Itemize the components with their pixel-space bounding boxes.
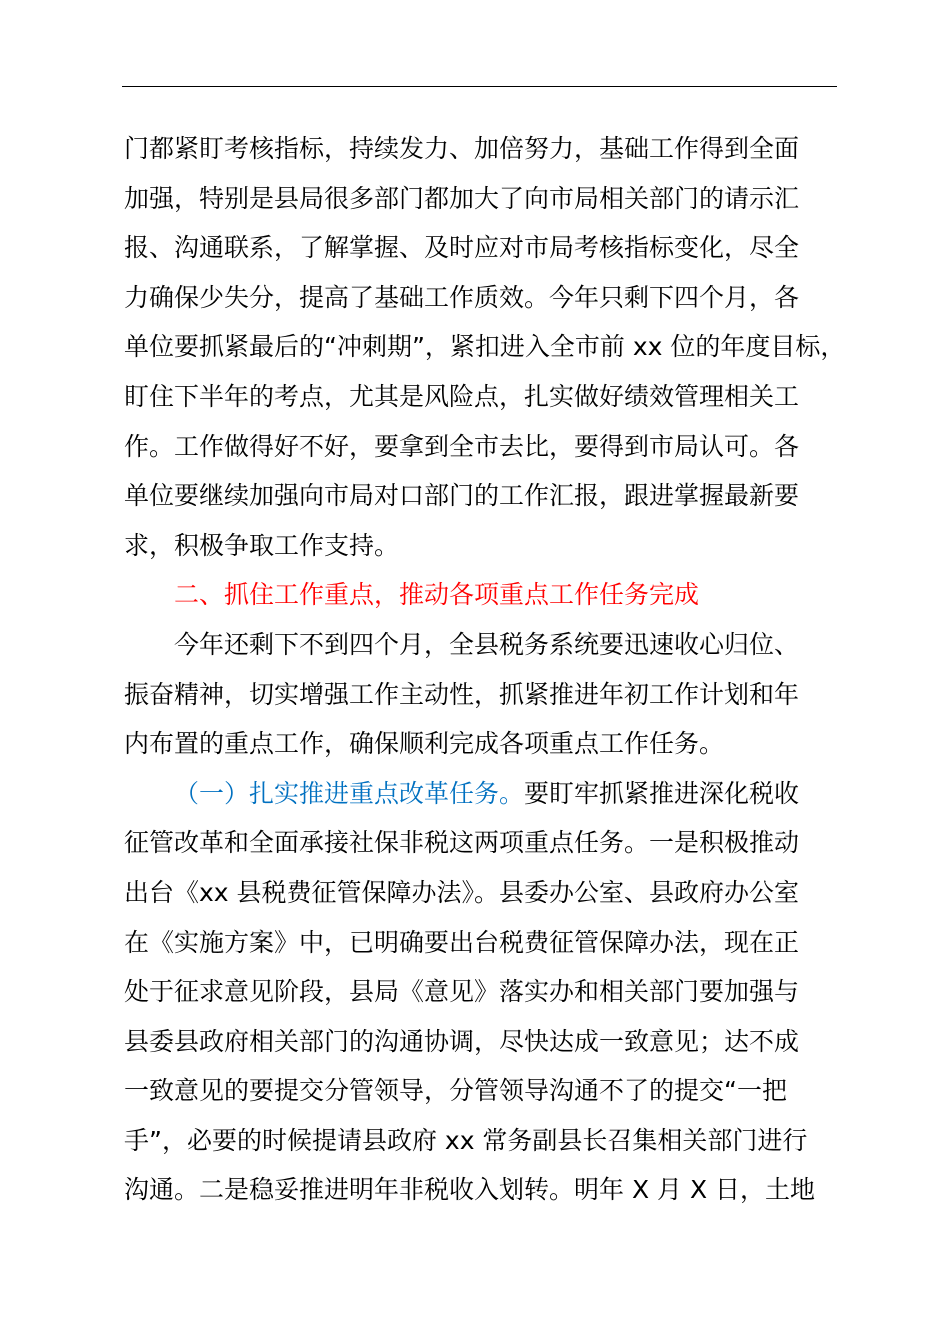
text-line: 征管改革和全面承接社保非税这两项重点任务。一是积极推动: [124, 828, 800, 858]
text-line: 内布置的重点工作，确保顺利完成各项重点工作任务。: [124, 729, 725, 759]
text-line: 力确保少失分，提高了基础工作质效。今年只剩下四个月，各: [124, 282, 800, 312]
text-line: 在《实施方案》中，已明确要出台税费征管保障办法，现在正: [124, 927, 800, 957]
text-line: 单位要抓紧最后的“冲刺期”，紧扣进入全市前 xx 位的年度目标，: [124, 332, 846, 362]
text-line: 门都紧盯考核指标，持续发力、加倍努力，基础工作得到全面: [124, 134, 800, 163]
text-line: 县委县政府相关部门的沟通协调，尽快达成一致意见；达不成: [124, 1026, 800, 1056]
section-heading-2: [124, 570, 848, 620]
text-line: 沟通。二是稳妥推进明年非税收入划转。明年 X 月 X 日，土地: [124, 1175, 816, 1205]
paragraph-performance-management: [124, 124, 848, 570]
text-line: 今年还剩下不到四个月，全县税务系统要迅速收心归位、: [174, 629, 800, 659]
subheading-reform-tasks: （一）扎实推进重点改革任务。: [174, 778, 525, 808]
section-heading-text: 二、抓住工作重点，推动各项重点工作任务完成: [174, 580, 700, 610]
text-line: 求，积极争取工作支持。: [124, 530, 400, 560]
paragraph-reform-tasks: [124, 769, 848, 1215]
text-fragment: 要盯牢抓紧推进深化税收: [524, 778, 800, 808]
text-line: 一致意见的要提交分管领导，分管领导沟通不了的提交“一把: [124, 1076, 787, 1106]
text-line: 出台《xx 县税费征管保障办法》。县委办公室、县政府办公室: [124, 877, 800, 907]
text-line: 报、沟通联系，了解掌握、及时应对市局考核指标变化，尽全: [124, 233, 800, 263]
text-line: 作。工作做得好不好，要拿到全市去比，要得到市局认可。各: [124, 431, 800, 461]
text-line: 振奋精神，切实增强工作主动性，抓紧推进年初工作计划和年: [124, 679, 800, 709]
text-line: 手”，必要的时候提请县政府 xx 常务副县长召集相关部门进行: [124, 1125, 808, 1155]
header-rule: [122, 86, 837, 87]
document-body: [124, 124, 848, 1215]
text-line: 盯住下半年的考点，尤其是风险点，扎实做好绩效管理相关工: [124, 381, 800, 411]
text-line: [124, 769, 848, 819]
text-line: 加强，特别是县局很多部门都加大了向市局相关部门的请示汇: [124, 183, 800, 213]
paragraph-remaining-months: [124, 620, 848, 769]
text-line: 处于征求意见阶段，县局《意见》落实办和相关部门要加强与: [124, 977, 800, 1007]
text-line: 单位要继续加强向市局对口部门的工作汇报，跟进掌握最新要: [124, 481, 800, 511]
